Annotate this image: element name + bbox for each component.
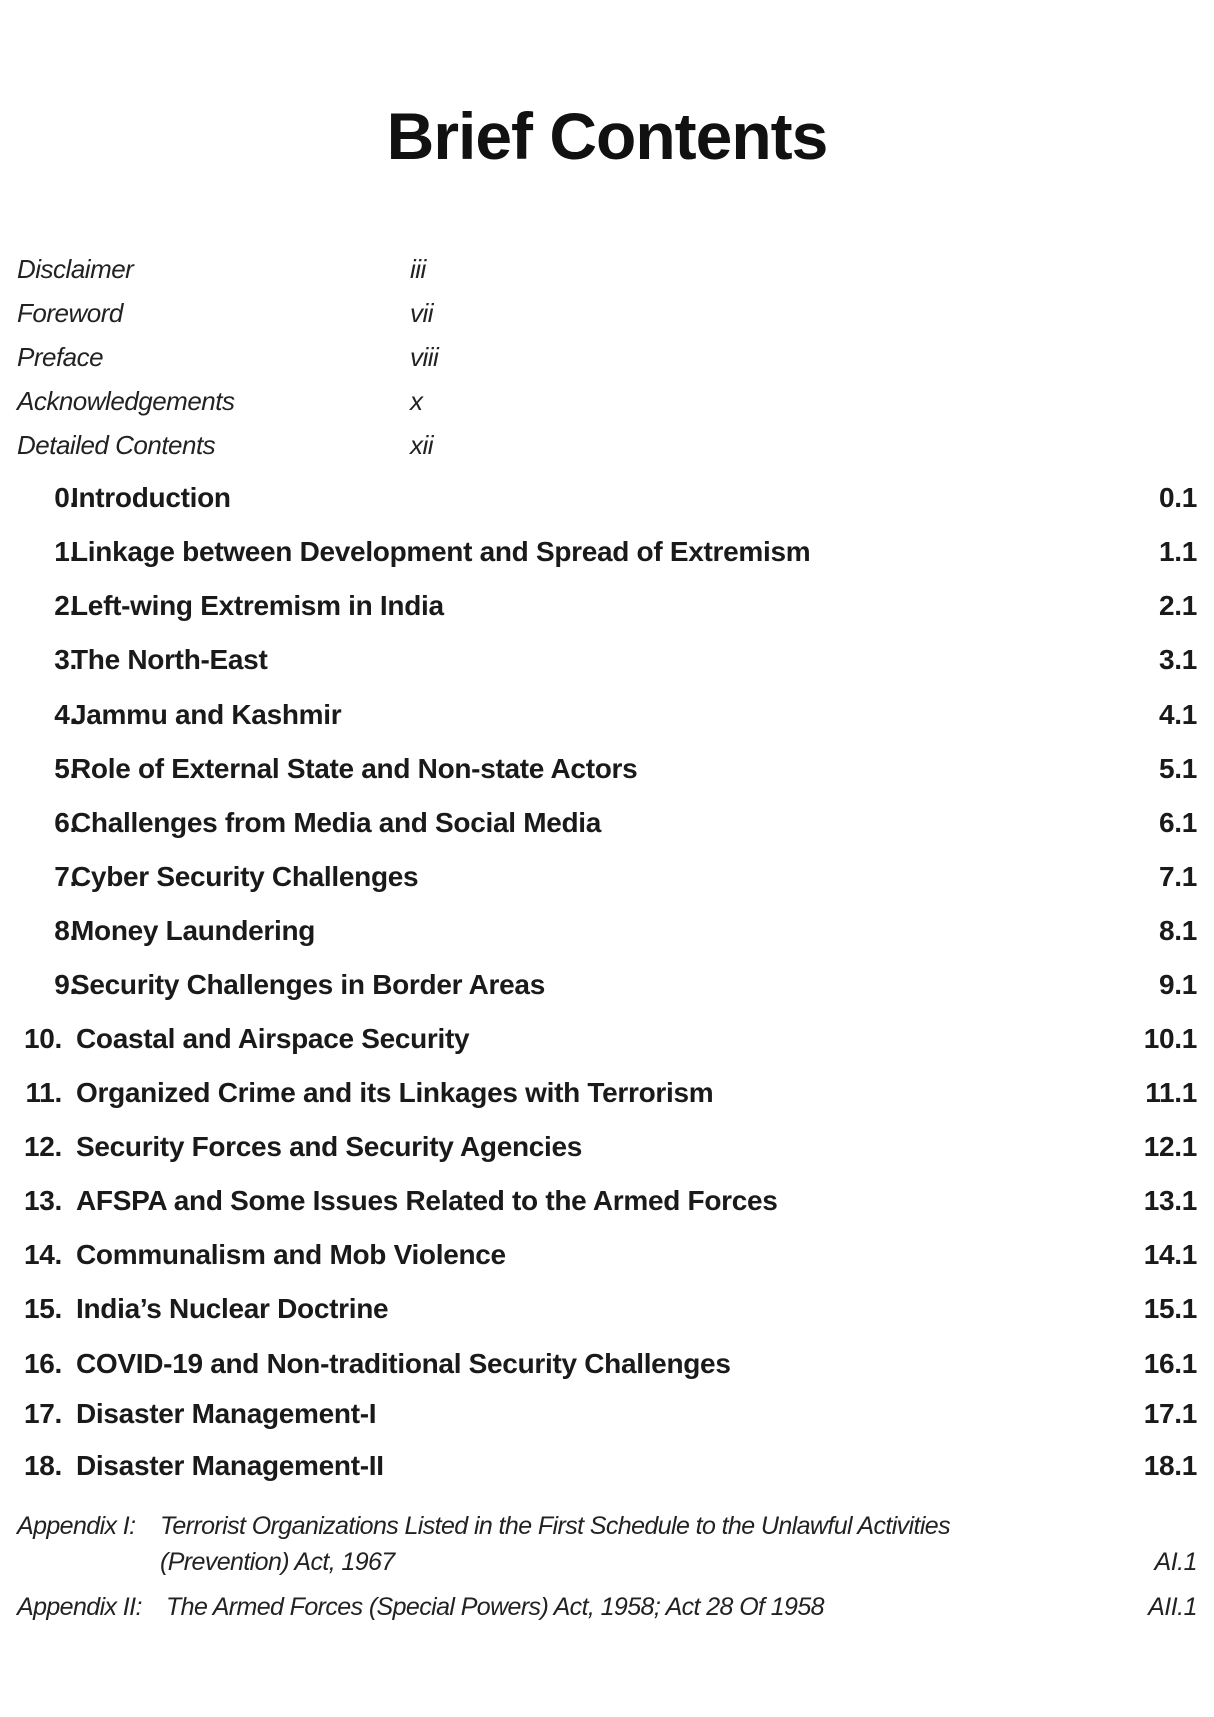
appendix-label: Appendix II: bbox=[17, 1593, 142, 1621]
front-matter-label: Preface bbox=[17, 342, 104, 372]
chapter-number: 3. bbox=[54, 644, 77, 675]
chapter-title: Communalism and Mob Violence bbox=[76, 1239, 506, 1270]
chapter-entry[interactable] bbox=[0, 1293, 1214, 1333]
chapter-number: 8. bbox=[54, 915, 77, 946]
front-matter-item[interactable] bbox=[17, 254, 426, 285]
chapter-title: Coastal and Airspace Security bbox=[76, 1023, 470, 1054]
chapter-entry[interactable] bbox=[0, 1239, 1214, 1279]
chapter-title: Disaster Management-II bbox=[76, 1450, 384, 1481]
front-matter-page: vii bbox=[410, 298, 434, 328]
front-matter-item[interactable] bbox=[17, 430, 434, 461]
chapter-number: 1. bbox=[54, 536, 77, 567]
chapter-page: 16.1 bbox=[1143, 1348, 1197, 1379]
chapter-number: 13. bbox=[23, 1185, 62, 1216]
chapter-page: 14.1 bbox=[1143, 1239, 1197, 1270]
front-matter-page: x bbox=[410, 386, 423, 416]
chapter-page: 1.1 bbox=[1158, 536, 1197, 567]
chapter-number: 15. bbox=[23, 1293, 62, 1324]
chapter-page: 4.1 bbox=[1158, 699, 1197, 730]
chapter-number: 17. bbox=[23, 1398, 62, 1429]
chapter-entry[interactable] bbox=[0, 1348, 1214, 1388]
chapter-number: 5. bbox=[54, 753, 77, 784]
chapter-page: 11.1 bbox=[1145, 1077, 1197, 1108]
front-matter-label: Detailed Contents bbox=[17, 430, 216, 460]
chapter-entry[interactable] bbox=[0, 861, 1214, 901]
chapter-number: 9. bbox=[54, 969, 77, 1000]
chapter-entry[interactable] bbox=[0, 1398, 1214, 1438]
chapter-page: 9.1 bbox=[1158, 969, 1197, 1000]
appendix-title-line1: The Armed Forces (Special Powers) Act, 1958; Act 28 Of 1958 bbox=[166, 1593, 824, 1621]
front-matter-page: xii bbox=[410, 430, 434, 460]
chapter-entry[interactable] bbox=[0, 536, 1214, 576]
chapter-title: The North-East bbox=[71, 644, 268, 675]
chapter-entry[interactable] bbox=[0, 753, 1214, 793]
chapter-page: 3.1 bbox=[1158, 644, 1197, 675]
chapter-entry[interactable] bbox=[0, 1077, 1214, 1117]
appendix-title-line1: Terrorist Organizations Listed in the First Schedule to the Unlawful Activities bbox=[160, 1512, 951, 1540]
chapter-page: 5.1 bbox=[1158, 753, 1197, 784]
chapter-page: 10.1 bbox=[1143, 1023, 1197, 1054]
appendix-page: AI.1 bbox=[1154, 1548, 1197, 1576]
chapter-title: Jammu and Kashmir bbox=[71, 699, 342, 730]
chapter-title: Introduction bbox=[71, 482, 231, 513]
chapter-entry[interactable] bbox=[0, 1131, 1214, 1171]
chapter-number: 10. bbox=[23, 1023, 62, 1054]
chapter-entry[interactable] bbox=[0, 969, 1214, 1009]
chapter-page: 15.1 bbox=[1143, 1293, 1197, 1324]
appendix-title-line2: (Prevention) Act, 1967 bbox=[160, 1548, 395, 1576]
front-matter-item[interactable] bbox=[17, 386, 423, 417]
chapter-title: Role of External State and Non-state Actors bbox=[71, 753, 638, 784]
chapter-entry[interactable] bbox=[0, 590, 1214, 630]
chapter-page: 17.1 bbox=[1143, 1398, 1197, 1429]
chapter-title: AFSPA and Some Issues Related to the Armed Forces bbox=[76, 1185, 778, 1216]
chapter-entry[interactable] bbox=[0, 1185, 1214, 1225]
chapter-title: Money Laundering bbox=[71, 915, 316, 946]
chapter-title: Cyber Security Challenges bbox=[71, 861, 419, 892]
chapter-title: Linkage between Development and Spread of Extremism bbox=[71, 536, 811, 567]
chapter-number: 11. bbox=[25, 1077, 62, 1108]
chapter-page: 2.1 bbox=[1158, 590, 1197, 621]
chapter-number: 12. bbox=[23, 1131, 62, 1162]
chapter-page: 6.1 bbox=[1158, 807, 1197, 838]
chapter-number: 16. bbox=[23, 1348, 62, 1379]
front-matter-label: Foreword bbox=[17, 298, 123, 328]
chapter-page: 0.1 bbox=[1158, 482, 1197, 513]
chapter-number: 6. bbox=[54, 807, 77, 838]
front-matter-label: Disclaimer bbox=[17, 254, 134, 284]
appendix-label: Appendix I: bbox=[17, 1512, 136, 1540]
chapter-number: 14. bbox=[23, 1239, 62, 1270]
front-matter-label: Acknowledgements bbox=[17, 386, 235, 416]
chapter-number: 18. bbox=[23, 1450, 62, 1481]
chapter-page: 13.1 bbox=[1143, 1185, 1197, 1216]
chapter-title: Left-wing Extremism in India bbox=[71, 590, 444, 621]
chapter-number: 4. bbox=[54, 699, 77, 730]
front-matter-item[interactable] bbox=[17, 342, 439, 373]
chapter-page: 7.1 bbox=[1158, 861, 1197, 892]
chapter-entry[interactable] bbox=[0, 807, 1214, 847]
chapter-entry[interactable] bbox=[0, 699, 1214, 739]
chapter-number: 2. bbox=[54, 590, 77, 621]
chapter-page: 12.1 bbox=[1143, 1131, 1197, 1162]
chapter-entry[interactable] bbox=[0, 1023, 1214, 1063]
chapter-entry[interactable] bbox=[0, 1450, 1214, 1490]
front-matter-page: viii bbox=[410, 342, 439, 372]
chapter-entry[interactable] bbox=[0, 915, 1214, 955]
chapter-title: COVID-19 and Non-traditional Security Challenges bbox=[76, 1348, 731, 1379]
appendix-page: AII.1 bbox=[1148, 1593, 1197, 1621]
chapter-number: 0. bbox=[54, 482, 77, 513]
chapter-page: 8.1 bbox=[1158, 915, 1197, 946]
front-matter-item[interactable] bbox=[17, 298, 434, 329]
chapter-title: India’s Nuclear Doctrine bbox=[76, 1293, 389, 1324]
front-matter-page: iii bbox=[410, 254, 426, 284]
chapter-title: Disaster Management-I bbox=[76, 1398, 377, 1429]
chapter-title: Organized Crime and its Linkages with Terrorism bbox=[76, 1077, 714, 1108]
page-title: Brief Contents bbox=[386, 99, 828, 173]
chapter-title: Challenges from Media and Social Media bbox=[71, 807, 602, 838]
chapter-entry[interactable] bbox=[0, 644, 1214, 684]
chapter-page: 18.1 bbox=[1143, 1450, 1197, 1481]
chapter-entry[interactable] bbox=[0, 482, 1214, 522]
chapter-title: Security Forces and Security Agencies bbox=[76, 1131, 583, 1162]
chapter-title: Security Challenges in Border Areas bbox=[71, 969, 545, 1000]
chapter-number: 7. bbox=[54, 861, 77, 892]
